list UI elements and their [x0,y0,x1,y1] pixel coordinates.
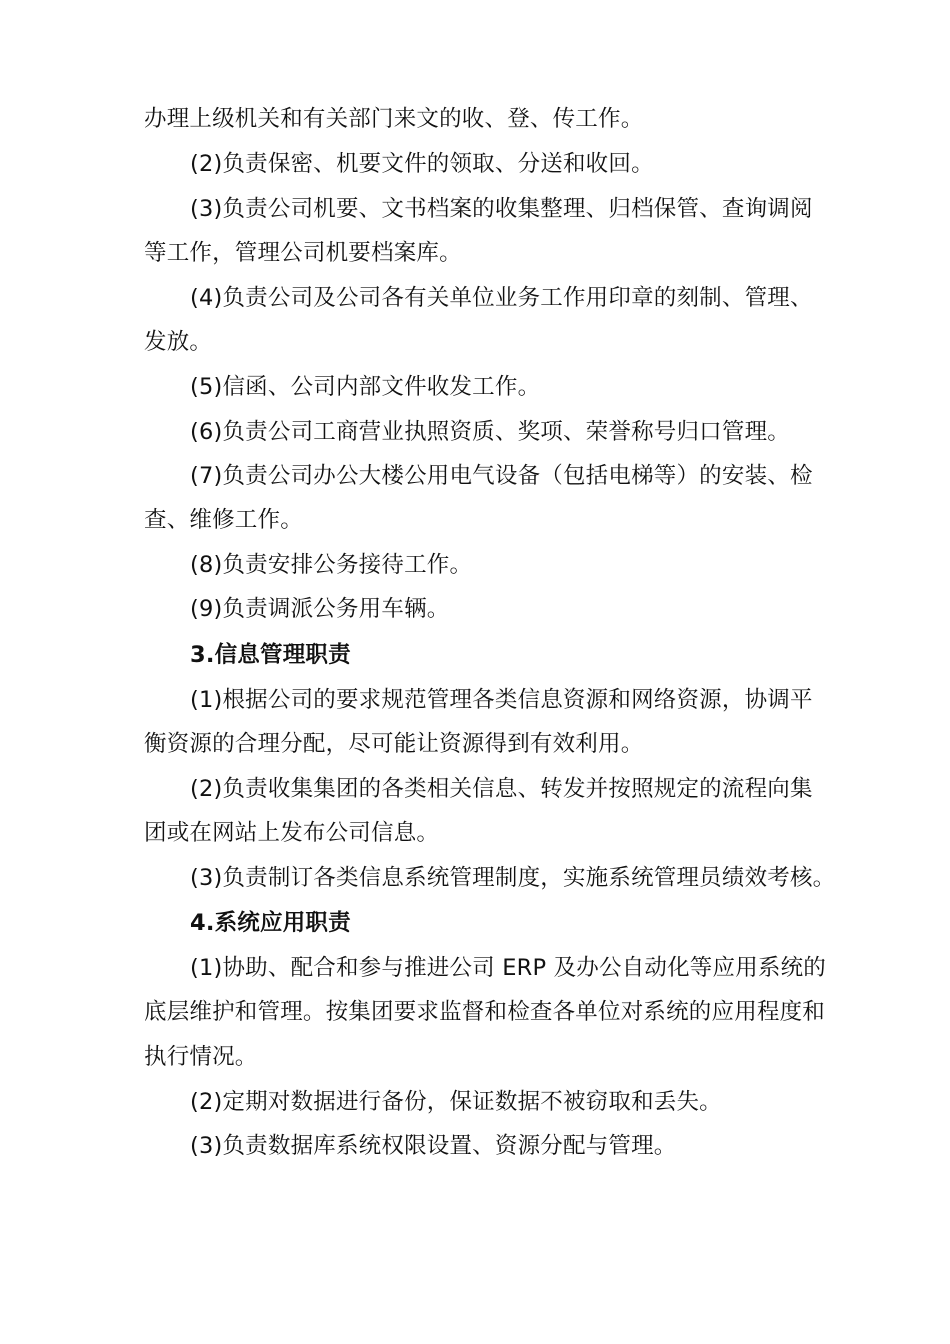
paragraph-line: 办理上级机关和有关部门来文的收、登、传工作。 [144,106,644,132]
paragraph-line: (2)定期对数据进行备份，保证数据不被窃取和丢失。 [190,1089,722,1115]
section-heading: 4.系统应用职责 [190,910,351,936]
paragraph-line: (2)负责保密、机要文件的领取、分送和收回。 [190,151,654,177]
paragraph-line: 底层维护和管理。按集团要求监督和检查各单位对系统的应用程度和 [144,999,826,1025]
paragraph-line: 等工作，管理公司机要档案库。 [144,240,462,266]
paragraph-line: (4)负责公司及公司各有关单位业务工作用印章的刻制、管理、 [190,285,813,311]
paragraph-line: (3)负责数据库系统权限设置、资源分配与管理。 [190,1133,677,1159]
paragraph-line: (2)负责收集集团的各类相关信息、转发并按照规定的流程向集 [190,776,813,802]
paragraph-line: (9)负责调派公务用车辆。 [190,596,450,622]
paragraph-line: (1)协助、配合和参与推进公司 ERP 及办公自动化等应用系统的 [190,955,826,981]
section-heading: 3.信息管理职责 [190,642,351,668]
paragraph-line: 发放。 [144,329,213,355]
paragraph-line: (6)负责公司工商营业执照资质、奖项、荣誉称号归口管理。 [190,419,790,445]
paragraph-line: (7)负责公司办公大楼公用电气设备（包括电梯等）的安装、检 [190,463,813,489]
paragraph-line: (5)信函、公司内部文件收发工作。 [190,374,541,400]
paragraph-line: 衡资源的合理分配，尽可能让资源得到有效利用。 [144,731,644,757]
paragraph-line: 团或在网站上发布公司信息。 [144,820,440,846]
paragraph-line: (8)负责安排公务接待工作。 [190,552,473,578]
paragraph-line: 执行情况。 [144,1044,258,1070]
paragraph-line: 查、维修工作。 [144,507,303,533]
paragraph-line: (3)负责公司机要、文书档案的收集整理、归档保管、查询调阅 [190,196,813,222]
paragraph-line: (1)根据公司的要求规范管理各类信息资源和网络资源，协调平 [190,687,813,713]
paragraph-line: (3)负责制订各类信息系统管理制度，实施系统管理员绩效考核。 [190,865,836,891]
